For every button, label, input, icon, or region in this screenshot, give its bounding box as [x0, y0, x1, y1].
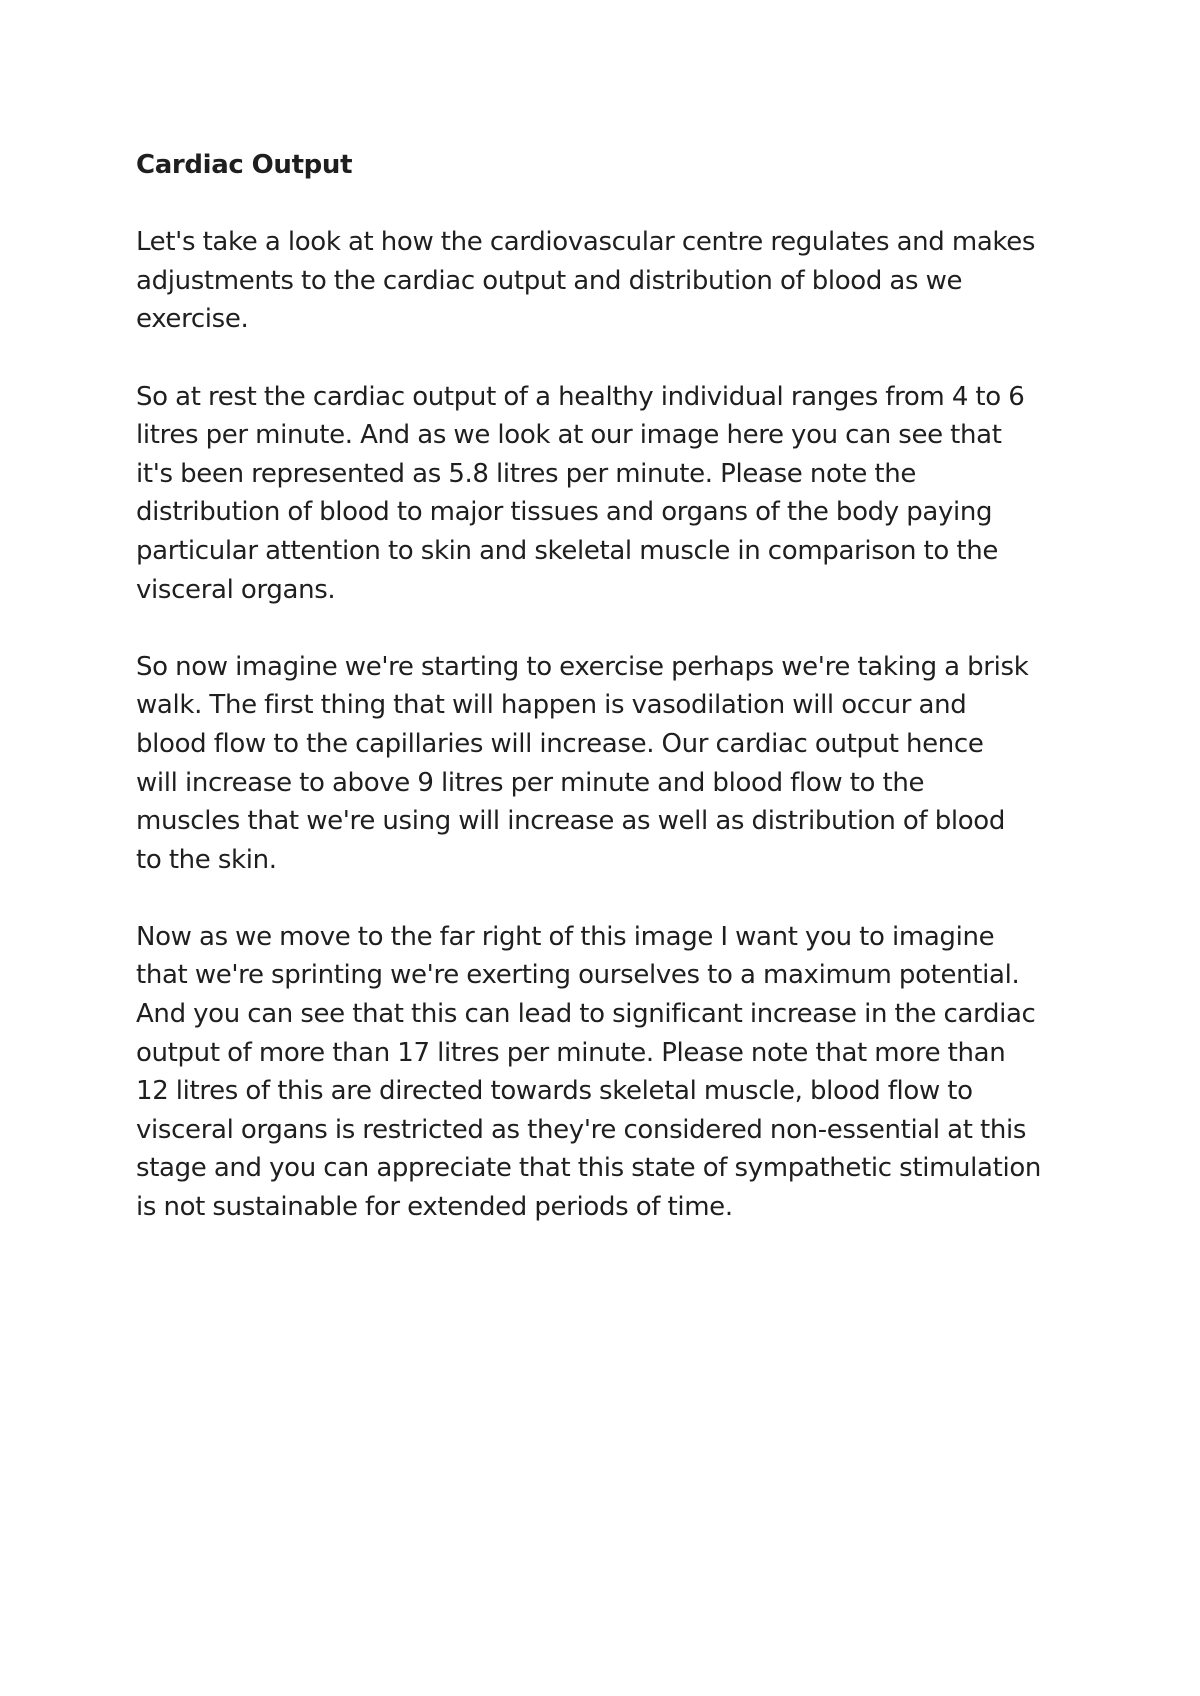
text-line: Now as we move to the far right of this image I want you to imagine	[136, 921, 995, 952]
text-line: And you can see that this can lead to significant increase in the cardiac	[136, 999, 1036, 1030]
text-line: particular attention to skin and skeletal muscle in comparison to the	[136, 535, 998, 566]
text-line: exercise.	[136, 304, 249, 335]
text-line: litres per minute. And as we look at our image here you can see that	[136, 420, 1002, 451]
text-line: adjustments to the cardiac output and distribution of blood as we	[136, 265, 963, 296]
paragraph-at-rest	[136, 378, 1076, 610]
text-line: visceral organs.	[136, 574, 336, 605]
text-line: Let's take a look at how the cardiovascular centre regulates and makes	[136, 227, 1036, 258]
text-line: So now imagine we're starting to exercise perhaps we're taking a brisk	[136, 651, 1029, 682]
text-line: blood flow to the capillaries will increase. Our cardiac output hence	[136, 728, 984, 759]
text-line: distribution of blood to major tissues and organs of the body paying	[136, 497, 993, 528]
paragraph-brisk-walk	[136, 648, 1076, 880]
document-title: Cardiac Output	[136, 150, 353, 180]
text-line: that we're sprinting we're exerting ourselves to a maximum potential.	[136, 960, 1020, 991]
text-line: is not sustainable for extended periods of time.	[136, 1192, 733, 1223]
document-body	[136, 146, 1076, 1265]
paragraph-intro	[136, 223, 1076, 339]
text-line: will increase to above 9 litres per minute and blood flow to the	[136, 767, 925, 798]
text-line: So at rest the cardiac output of a healthy individual ranges from 4 to 6	[136, 381, 1025, 412]
text-line: muscles that we're using will increase as well as distribution of blood	[136, 806, 1005, 837]
text-line: 12 litres of this are directed towards skeletal muscle, blood flow to	[136, 1076, 973, 1107]
text-line: stage and you can appreciate that this state of sympathetic stimulation	[136, 1153, 1042, 1184]
text-line: to the skin.	[136, 844, 277, 875]
text-line: walk. The first thing that will happen is vasodilation will occur and	[136, 690, 967, 721]
paragraph-sprinting	[136, 918, 1076, 1227]
text-line: visceral organs is restricted as they're considered non-essential at this	[136, 1114, 1027, 1145]
text-line: it's been represented as 5.8 litres per minute. Please note the	[136, 458, 917, 489]
text-line: output of more than 17 litres per minute. Please note that more than	[136, 1037, 1006, 1068]
